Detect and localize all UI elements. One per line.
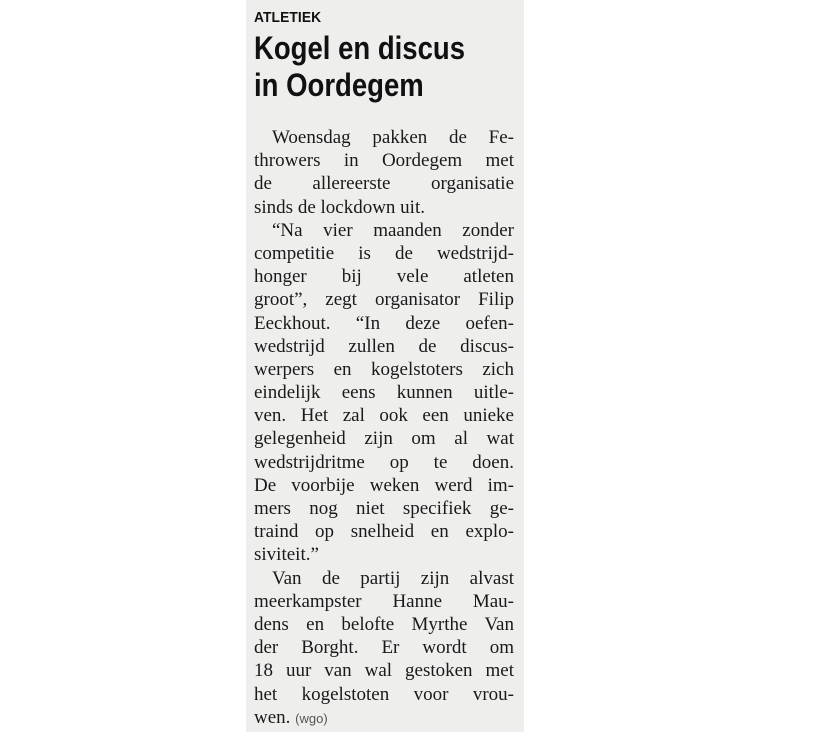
paragraph: [254, 219, 514, 567]
text-line: de allereerste organisatie: [254, 173, 514, 195]
text-line: Woensdag pakken de Fe-: [272, 127, 514, 148]
text-line: eindelijk eens kunnen uitle-: [254, 382, 514, 404]
text-line: “Na vier maanden zonder: [272, 219, 514, 241]
text-line: werpers en kogelstoters zich: [254, 358, 514, 380]
text-line: wedstrijdritme op te doen.: [254, 451, 514, 473]
text-line: der Borght. Er wordt om: [254, 637, 514, 659]
text-line: het kogelstoten voor vrou-: [254, 683, 514, 705]
text-line: Eeckhout. “In deze oefen-: [254, 312, 514, 334]
article-headline: [254, 30, 478, 104]
headline-line: Kogel en discus: [254, 30, 466, 66]
text-line: De voorbije weken werd im-: [254, 474, 514, 496]
text-line: [254, 706, 514, 729]
text-line: siviteit.”: [254, 544, 319, 566]
article-body: [254, 126, 514, 729]
text-line: wedstrijd zullen de discus-: [254, 335, 514, 357]
paragraph: [254, 567, 514, 729]
paragraph: [254, 126, 514, 219]
text-line: gelegenheid zijn om al wat: [254, 428, 514, 450]
text-line: honger bij vele atleten: [254, 266, 514, 288]
section-kicker: ATLETIEK: [254, 9, 322, 26]
final-line-text: wen.: [254, 706, 291, 728]
text-line: meerkampster Hanne Mau-: [254, 590, 514, 612]
text-line: sinds de lockdown uit.: [254, 196, 425, 218]
text-line: traind op snelheid en explo-: [254, 521, 514, 543]
text-line: groot”, zegt organisator Filip: [254, 289, 514, 311]
text-line: competitie is de wedstrijd-: [254, 242, 514, 264]
text-line: dens en belofte Myrthe Van: [254, 613, 514, 635]
text-line: throwers in Oordegem met: [254, 150, 514, 172]
text-line: Van de partij zijn alvast: [272, 567, 514, 589]
text-line: ven. Het zal ook een unieke: [254, 405, 514, 427]
text-line: mers nog niet specifiek ge-: [254, 498, 514, 519]
author-credit: (wgo): [295, 710, 328, 726]
newspaper-clipping: [246, 0, 524, 732]
headline-line: in Oordegem: [254, 67, 424, 103]
text-line: 18 uur van wal gestoken met: [254, 660, 514, 682]
